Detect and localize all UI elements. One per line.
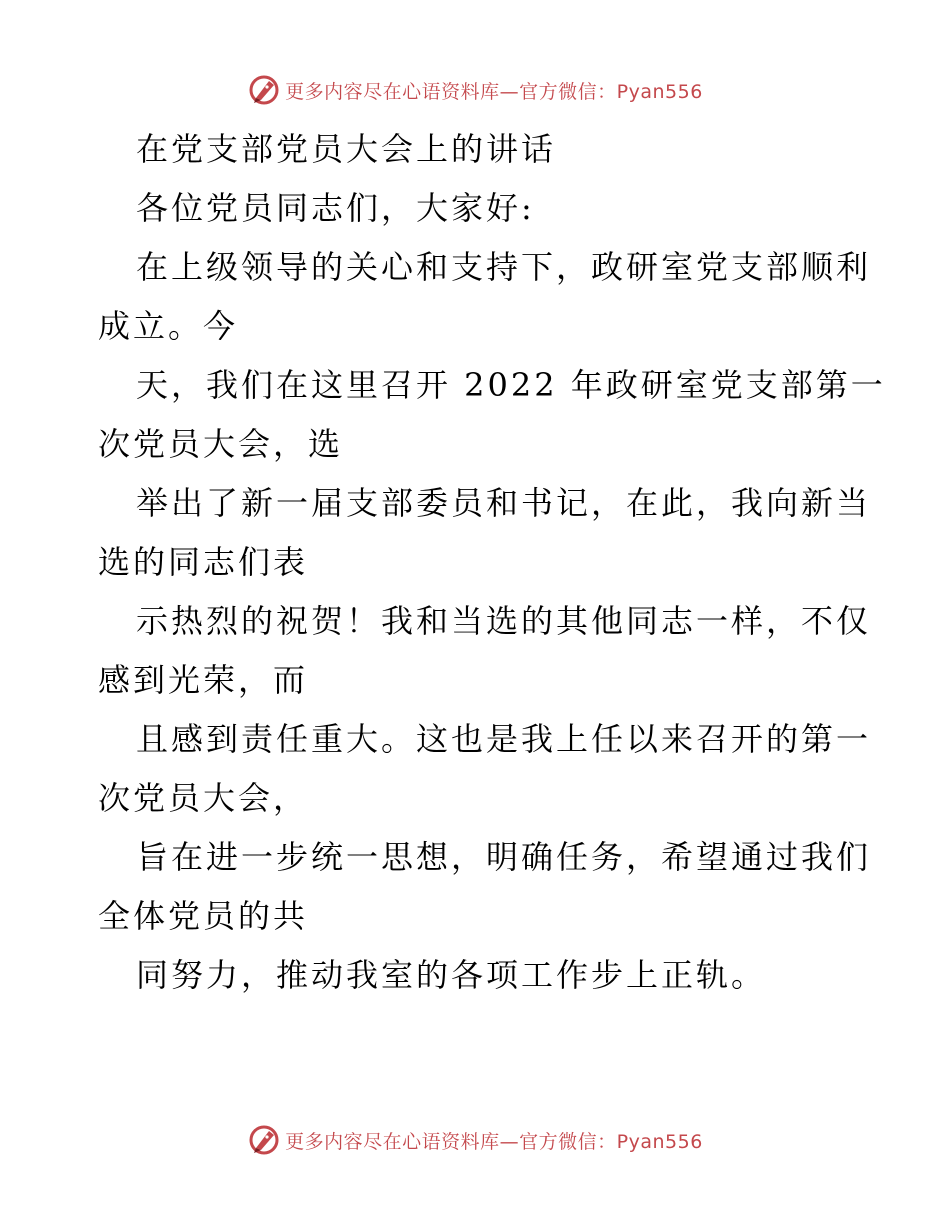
text-line: 成立。今: [98, 307, 239, 345]
text-line: 旨在进一步统一思想，明确任务，希望通过我们: [136, 838, 872, 876]
pen-nib-logo-icon: [247, 73, 281, 107]
header-banner-text: 更多内容尽在心语资料库—官方微信：Pyan556: [285, 80, 703, 103]
text-line: 全体党员的共: [98, 897, 309, 935]
text-line: 次党员大会，: [98, 779, 309, 817]
text-line: 次党员大会，选: [98, 425, 344, 463]
document-title: 在党支部党员大会上的讲话: [136, 130, 557, 168]
text-line: 天，我们在这里召开 2022 年政研室党支部第一: [136, 366, 886, 404]
text-line: 且感到责任重大。这也是我上任以来召开的第一: [136, 720, 872, 758]
footer-banner-text: 更多内容尽在心语资料库—官方微信：Pyan556: [285, 1130, 703, 1153]
document-body: [98, 120, 886, 1005]
text-line: 感到光荣，而: [98, 661, 309, 699]
header-banner: [0, 72, 950, 108]
text-line: 示热烈的祝贺！我和当选的其他同志一样，不仅: [136, 602, 872, 640]
pen-nib-logo-icon: [247, 1123, 281, 1157]
footer-banner: [0, 1122, 950, 1158]
text-line: 在上级领导的关心和支持下，政研室党支部顺利: [136, 248, 872, 286]
text-line: 选的同志们表: [98, 543, 309, 581]
text-line: 各位党员同志们，大家好:: [136, 189, 535, 227]
text-line: 同努力，推动我室的各项工作步上正轨。: [136, 956, 767, 994]
text-line: 举出了新一届支部委员和书记，在此，我向新当: [136, 484, 872, 522]
